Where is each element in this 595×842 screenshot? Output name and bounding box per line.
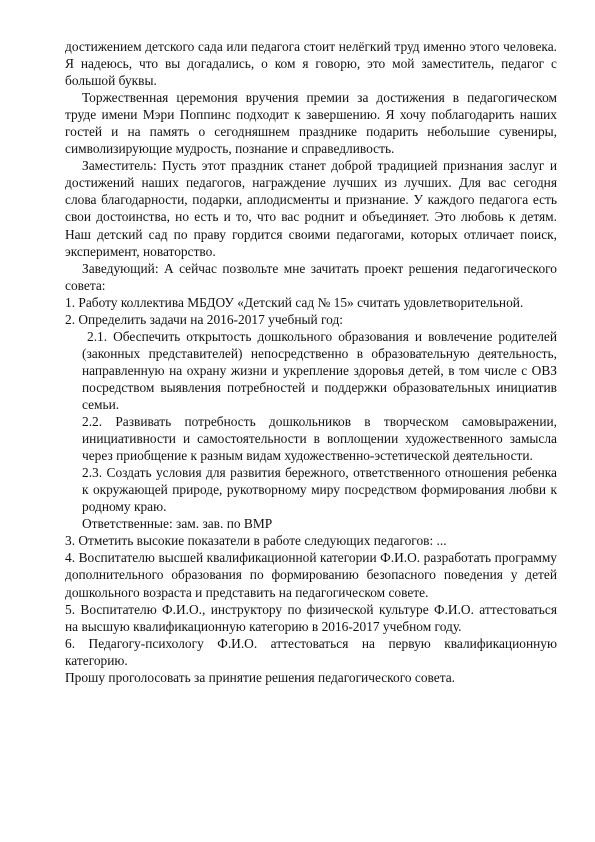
- speaker-label-head: Заведующий:: [82, 260, 159, 276]
- speaker-label-deputy: Заместитель:: [82, 158, 157, 174]
- decision-item-1: 1. Работу коллектива МБДОУ «Детский сад № 15» считать удовлетворительной.: [65, 294, 524, 310]
- paragraph-deputy: [65, 157, 557, 259]
- decision-item-4: 4. Воспитателю высшей квалификационной категории Ф.И.О. разработать программу дополнительного образования по формированию безопасного поведения у детей дошкольного возраста и представить на педагогическом совете.: [65, 550, 557, 600]
- vote-request: Прошу проголосовать за принятие решения педагогического совета.: [65, 669, 456, 685]
- decision-item-3: 3. Отметить высокие показатели в работе следующих педагогов: ...: [65, 533, 447, 549]
- document-page: [65, 38, 557, 686]
- decision-item-2-3: 2.3. Создать условия для развития бережного, ответственного отношения ребенка к окружающей природе, рукотворному миру посредством формирования любви к родному краю.: [82, 465, 557, 515]
- speaker-text-deputy: Пусть этот праздник станет доброй традицией признания заслуг и достижений наших педагогов, награждение лучших из лучших. Для вас сегодня слова благодарности, подарки, аплодисменты и признание. У каждого педагога есть свои достоинства, но есть и то, что вас роднит и объединяет. Это любовь к детям. Наш детский сад по праву гордится своими педагогами, которых отличает поиск, эксперимент, новаторство.: [65, 158, 557, 259]
- decision-item-6: 6. Педагогу-психологу Ф.И.О. аттестоваться на первую квалификационную категорию.: [65, 635, 557, 668]
- decision-item-2-1: 2.1. Обеспечить открытость дошкольного образования и вовлечение родителей (законных представителей) непосредственно в образовательную деятельность, направленную на охрану жизни и укрепление здоровья детей, в том числе с ОВЗ посредством выявления потребностей и поддержки образовательных инициатив семьи.: [82, 328, 557, 412]
- decision-item-2-2: 2.2. Развивать потребность дошкольников в творческом самовыражении, инициативности и самостоятельности в воплощении художественного замысла через приобщение к разным видам художественно-эстетической деятельности.: [82, 414, 557, 464]
- decision-item-5: 5. Воспитателю Ф.И.О., инструктору по физической культуре Ф.И.О. аттестоваться на высшую квалификационную категорию в 2016-2017 учебном году.: [65, 601, 557, 634]
- paragraph-intro-end: достижением детского сада или педагога стоит нелёгкий труд именно этого человека. Я надеюсь, что вы догадались, о ком я говорю, это мой заместитель, педагог с большой буквы.: [65, 39, 557, 89]
- paragraph-ceremony: Торжественная церемония вручения премии за достижения в педагогическом труде имени Мэри Поппинс подходит к завершению. Я хочу поблагодарить наших гостей и на память о сегодняшнем празднике подарить небольшие сувениры, символизирующие мудрость, познание и справедливость.: [65, 90, 557, 157]
- responsible-line: Ответственные: зам. зав. по ВМР: [82, 516, 273, 532]
- speaker-text-head: А сейчас позвольте мне зачитать проект решения педагогического совета:: [65, 260, 557, 293]
- decision-item-2: 2. Определить задачи на 2016-2017 учебный год:: [65, 311, 343, 327]
- paragraph-head: [65, 260, 557, 294]
